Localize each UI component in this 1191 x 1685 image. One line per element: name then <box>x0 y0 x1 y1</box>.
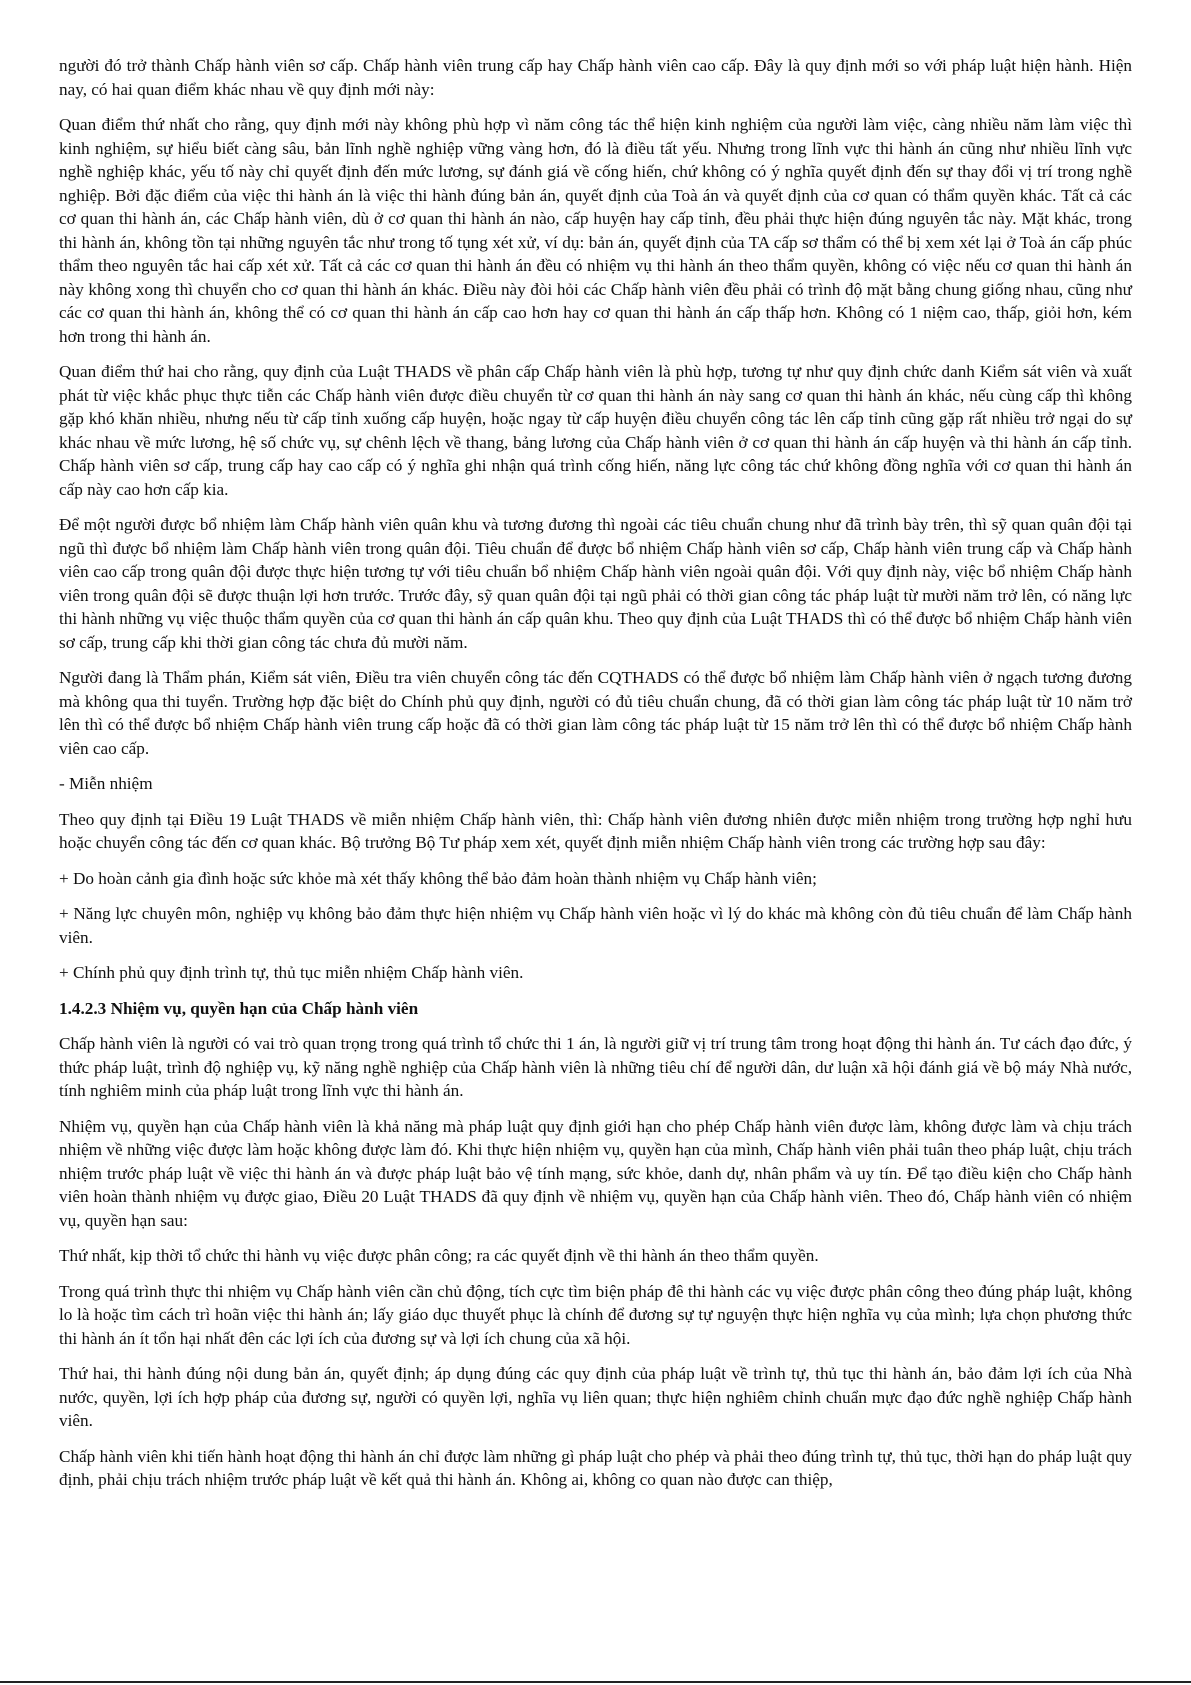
paragraph-dismissal-label: - Miễn nhiệm <box>59 774 153 793</box>
list-item-dismissal-1: + Do hoàn cảnh gia đình hoặc sức khỏe mà xét thấy không thể bảo đảm hoàn thành nhiệm vụ Chấp hành viên; <box>59 868 817 888</box>
paragraph-second-viewpoint: Quan điểm thứ hai cho rằng, quy định của Luật THADS về phân cấp Chấp hành viên là phù hợp, tương tự như quy định chức danh Kiểm sát viên và xuất phát từ việc khắc phục thực tiễn các Chấp hành viên được điều chuyển từ cơ quan thi hành án này sang cơ quan thi hành án khác, nếu cùng cấp thì không gặp khó khăn nhiều, nhưng nếu từ cấp tỉnh xuống cấp huyện, hoặc ngay từ cấp huyện điều chuyển công tác lên cấp tỉnh cũng gặp rất nhiều trở ngại do sự khác nhau về mức lương, hệ số chức vụ, sự chênh lệch về thang, bảng lương của Chấp hành viên ở cơ quan thi hành án cấp huyện và thi hành án cấp tỉnh. Chấp hành viên sơ cấp, trung cấp hay cao cấp có ý nghĩa ghi nhận quá trình cống hiến, năng lực công tác chứ không đồng nghĩa với cơ quan thi hành án cấp này cao hơn cấp kia. <box>59 362 1132 499</box>
list-item-dismissal-2: + Năng lực chuyên môn, nghiệp vụ không bảo đảm thực hiện nhiệm vụ Chấp hành viên hoặc vì lý do khác mà không còn đủ tiêu chuẩn để làm Chấp hành viên. <box>59 904 1132 947</box>
list-item-dismissal-3: + Chính phủ quy định trình tự, thủ tục miễn nhiệm Chấp hành viên. <box>59 963 524 982</box>
paragraph-continuation: người đó trở thành Chấp hành viên sơ cấp. Chấp hành viên trung cấp hay Chấp hành viên cao cấp. Đây là quy định mới so với pháp luật hiện hành. Hiện nay, có hai quan điểm khác nhau về quy định mới này: <box>59 56 1132 99</box>
paragraph-duty-first: Thứ nhất, kịp thời tổ chức thi hành vụ việc được phân công; ra các quyết định về thi hành án theo thẩm quyền. <box>59 1246 819 1265</box>
paragraph-military-appointment: Để một người được bổ nhiệm làm Chấp hành viên quân khu và tương đương thì ngoài các tiêu chuẩn chung như đã trình bày trên, thì sỹ quan quân đội tại ngũ thì được bổ nhiệm làm Chấp hành viên trong quân đội. Tiêu chuẩn để được bổ nhiệm Chấp hành viên sơ cấp, Chấp hành viên trung cấp và Chấp hành viên cao cấp trong quân đội được thực hiện tương tự với tiêu chuẩn bổ nhiệm Chấp hành viên ngoài quân đội. Với quy định này, việc bổ nhiệm Chấp hành viên trong quân đội sẽ được thuận lợi hơn trước. Trước đây, sỹ quan quân đội tại ngũ phải có thời gian công tác pháp luật từ mười năm trở lên, có năng lực thi hành những vụ việc thuộc thẩm quyền của cơ quan thi hành án cấp quân khu. Theo quy định của Luật THADS thì có thể được bổ nhiệm Chấp hành viên sơ cấp, trung cấp khi thời gian công tác chưa đủ mười năm. <box>59 515 1132 652</box>
paragraph-transfer-appointment: Người đang là Thẩm phán, Kiểm sát viên, Điều tra viên chuyển công tác đến CQTHADS có thể được bổ nhiệm làm Chấp hành viên ở ngạch tương đương mà không qua thi tuyển. Trường hợp đặc biệt do Chính phủ quy định, người có đủ tiêu chuẩn chung, đã có thời gian làm công tác pháp luật từ 10 năm trở lên thì có thể được bổ nhiệm Chấp hành viên trung cấp hoặc đã có thời gian làm công tác pháp luật từ 15 năm trở lên thì có thể được bổ nhiệm Chấp hành viên cao cấp. <box>59 668 1132 758</box>
paragraph-duty-second: Thứ hai, thi hành đúng nội dung bản án, quyết định; áp dụng đúng các quy định của pháp luật về trình tự, thủ tục thi hành án, bảo đảm lợi ích của Nhà nước, quyền, lợi ích hợp pháp của đương sự, người có quyền lợi, nghĩa vụ liên quan; thực hiện nghiêm chỉnh chuẩn mực đạo đức nghề nghiệp Chấp hành viên. <box>59 1364 1132 1430</box>
page-bottom-rule <box>0 1681 1191 1683</box>
paragraph-role: Chấp hành viên là người có vai trò quan trọng trong quá trình tổ chức thi 1 án, là người giữ vị trí trung tâm trong hoạt động thi hành án. Tư cách đạo đức, ý thức pháp luật, trình độ nghiệp vụ, kỹ năng nghề nghiệp của Chấp hành viên là những tiêu chí để người dân, dư luận xã hội đánh giá về bộ máy Nhà nước, tính nghiêm minh của pháp luật trong lĩnh vực thi hành án. <box>59 1034 1132 1100</box>
paragraph-first-viewpoint: Quan điểm thứ nhất cho rằng, quy định mới này không phù hợp vì năm công tác thể hiện kinh nghiệm của người làm việc, càng nhiều năm làm việc thì kinh nghiệm, sự hiểu biết càng sâu, bản lĩnh nghề nghiệp vững vàng hơn, đó là điều tất yếu. Nhưng trong lĩnh vực thi hành án cũng như nhiều lĩnh vực nghề nghiệp khác, yếu tố này chỉ quyết định đến mức lương, sự đánh giá về cống hiến, chứ không có ý nghĩa quyết định đến sự thay đổi vị trí trong nghề nghiệp. Bởi đặc điểm của việc thi hành án là việc thi hành đúng bản án, quyết định của Toà án và quyết định của cơ quan có thẩm quyền khác. Tất cả các cơ quan thi hành án, các Chấp hành viên, dù ở cơ quan thi hành án nào, cấp huyện hay cấp tỉnh, đều phải thực hiện đúng nguyên tắc này. Mặt khác, trong thi hành án, không tồn tại những nguyên tắc như trong tố tụng xét xử, ví dụ: bản án, quyết định của TA cấp sơ thẩm có thể bị xem xét lại ở Toà án cấp phúc thẩm theo nguyên tắc hai cấp xét xử. Tất cả các cơ quan thi hành án đều có nhiệm vụ thi hành án theo thẩm quyền, không có việc nếu cơ quan thi hành án này không xong thì chuyển cho cơ quan thi hành án khác. Điều này đòi hỏi các Chấp hành viên đều phải có trình độ mặt bằng chung giống nhau, cũng như các cơ quan thi hành án, không thể có cơ quan thi hành án cấp cao hơn hay cơ quan thi hành án cấp thấp hơn. Không có 1 niệm cao, thấp, giỏi hơn, kém hơn trong thi hành án. <box>59 115 1132 346</box>
paragraph-duties-intro: Nhiệm vụ, quyền hạn của Chấp hành viên là khả năng mà pháp luật quy định giới hạn cho phép Chấp hành viên được làm, không được làm và chịu trách nhiệm về những việc được làm hoặc không được làm đó. Khi thực hiện nhiệm vụ, quyền hạn của mình, Chấp hành viên phải tuân theo pháp luật, chịu trách nhiệm trước pháp luật về việc thi hành án và được pháp luật bảo vệ tính mạng, sức khỏe, danh dự, nhân phẩm và uy tín. Để tạo điều kiện cho Chấp hành viên hoàn thành nhiệm vụ được giao, Điều 20 Luật THADS đã quy định về nhiệm vụ, quyền hạn của Chấp hành viên. Theo đó, Chấp hành viên có nhiệm vụ, quyền hạn sau: <box>59 1116 1132 1230</box>
document-body <box>59 54 1132 1504</box>
section-heading: 1.4.2.3 Nhiệm vụ, quyền hạn của Chấp hành viên <box>59 998 419 1018</box>
paragraph-duty-first-detail: Trong quá trình thực thi nhiệm vụ Chấp hành viên cần chủ động, tích cực tìm biện pháp đê thi hành các vụ việc được phân công theo đúng pháp luật, không lo là hoặc tìm cách trì hoãn việc thi hành án; lấy giáo dục thuyết phục là chính để đương sự tự nguyện thực hiện nghĩa vụ của mình; lựa chọn phương thức thi hành án ít tổn hại nhất đên các lợi ích của đương sự và lợi ích chung của xã hội. <box>59 1281 1132 1348</box>
paragraph-dismissal-rule: Theo quy định tại Điều 19 Luật THADS về miễn nhiệm Chấp hành viên, thì: Chấp hành viên đương nhiên được miễn nhiệm trong trường hợp nghỉ hưu hoặc chuyển công tác đến cơ quan khác. Bộ trưởng Bộ Tư pháp xem xét, quyết định miễn nhiệm Chấp hành viên trong các trường hợp sau đây: <box>59 809 1132 852</box>
paragraph-duty-second-detail: Chấp hành viên khi tiến hành hoạt động thi hành án chỉ được làm những gì pháp luật cho phép và phải theo đúng trình tự, thủ tục, thời hạn do pháp luật quy định, phải chịu trách nhiệm trước pháp luật về kết quả thi hành án. Không ai, không co quan nào được can thiệp, <box>59 1446 1132 1489</box>
